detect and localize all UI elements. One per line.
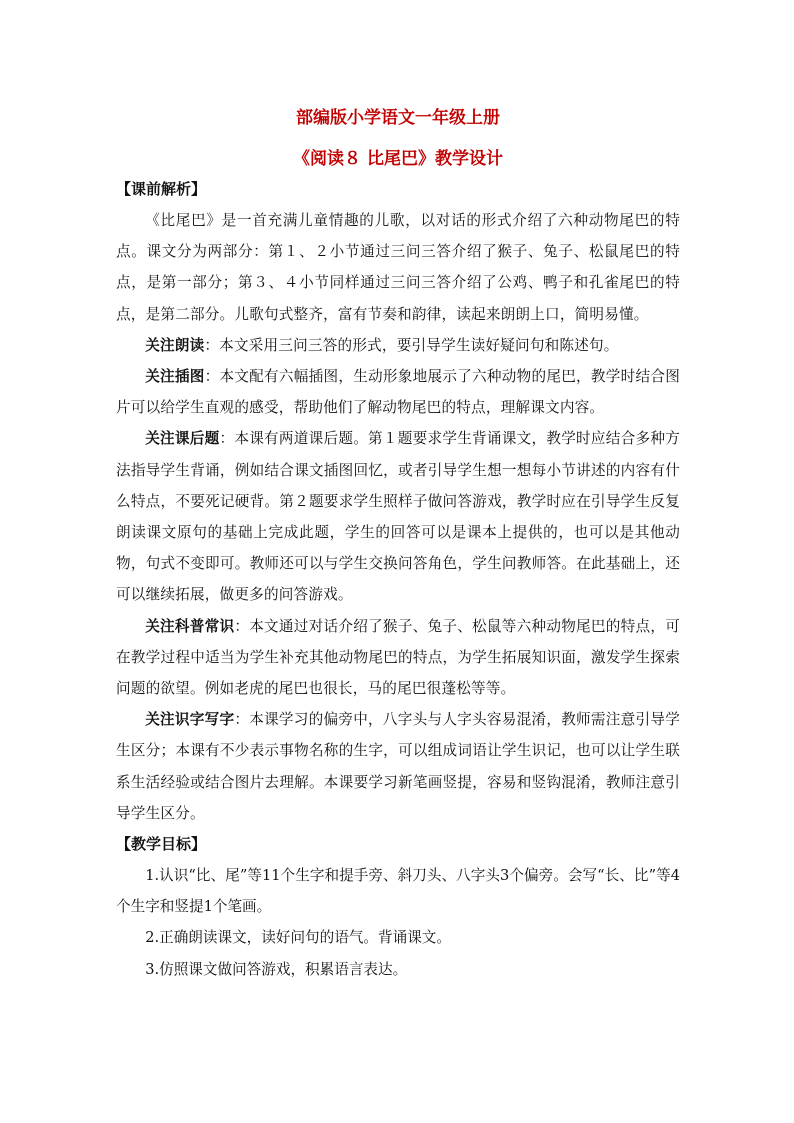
focus-exercise-lead: 关注课后题 xyxy=(145,430,220,448)
focus-reading-text: ：本文采用三问三答的形式，要引导学生读好疑问句和陈述句。 xyxy=(204,336,619,354)
focus-reading-paragraph xyxy=(116,330,680,361)
document-subtitle: 《阅读８ 比尾巴》教学设计 xyxy=(293,149,503,169)
focus-literacy-lead: 关注识字写字 xyxy=(145,711,235,729)
focus-exercise-paragraph xyxy=(116,423,680,610)
goal-item: 2.正确朗读课文，读好问句的语气。背诵课文。 xyxy=(145,929,451,947)
goal-item: 3.仿照课文做问答游戏，积累语言表达。 xyxy=(145,960,408,978)
focus-literacy-text: ：本课学习的偏旁中，八字头与人字头容易混淆，教师需注意引导学生区分；本课有不少表示事物名称的生字，可以组成词语让学生识记，也可以让学生联系生活经验或结合图片去理解。本课要学习新笔画竖提，容易和竖钩混淆，教师注意引导学生区分。 xyxy=(116,711,680,822)
document-page xyxy=(116,100,680,985)
focus-science-paragraph xyxy=(116,611,680,705)
focus-exercise-text: ：本课有两道课后题。第１题要求学生背诵课文，教学时应结合多种方法指导学生背诵，例如结合课文插图回忆，或者引导学生想一想每小节讲述的内容有什么特点，不要死记硬背。第２题要求学生照样子做问答游戏，教学时应在引导学生反复朗读课文原句的基础上完成此题，学生的回答可以是课本上提供的，也可以是其他动物，句式不变即可。教师还可以与学生交换问答角色，学生问教师答。在此基础上，还可以继续拓展，做更多的问答游戏。 xyxy=(116,430,680,604)
focus-illustration-text: ：本文配有六幅插图，生动形象地展示了六种动物的尾巴，教学时结合图片可以给学生直观的感受，帮助他们了解动物尾巴的特点，理解课文内容。 xyxy=(116,368,680,417)
document-title: 部编版小学语文一年级上册 xyxy=(296,108,500,128)
intro-paragraph: 《比尾巴》是一首充满儿童情趣的儿歌，以对话的形式介绍了六种动物尾巴的特点。课文分为两部分：第１、２小节通过三问三答介绍了猴子、兔子、松鼠尾巴的特点，是第一部分；第３、４小节同样通过三问三答介绍了公鸡、鸭子和孔雀尾巴的特点，是第二部分。儿歌句式整齐，富有节奏和韵律，读起来朗朗上口，简明易懂。 xyxy=(116,212,680,323)
focus-reading-lead: 关注朗读 xyxy=(145,336,205,354)
focus-literacy-paragraph xyxy=(116,704,680,829)
focus-science-lead: 关注科普常识 xyxy=(145,617,235,635)
focus-illustration-lead: 关注插图 xyxy=(145,368,205,386)
section-heading-teaching-goals: 【教学目标】 xyxy=(116,835,207,854)
goal-item: 1.认识“比、尾”等11个生字和提手旁、斜刀头、八字头3个偏旁。会写“长、比”等4个生字和竖提1个笔画。 xyxy=(116,867,680,916)
focus-illustration-paragraph xyxy=(116,361,680,423)
section-heading-pre-analysis: 【课前解析】 xyxy=(116,180,207,198)
focus-science-text: ：本文通过对话介绍了猴子、兔子、松鼠等六种动物尾巴的特点，可在教学过程中适当为学生补充其他动物尾巴的特点，为学生拓展知识面，激发学生探索问题的欲望。例如老虎的尾巴也很长，马的尾巴很蓬松等等。 xyxy=(116,617,680,698)
